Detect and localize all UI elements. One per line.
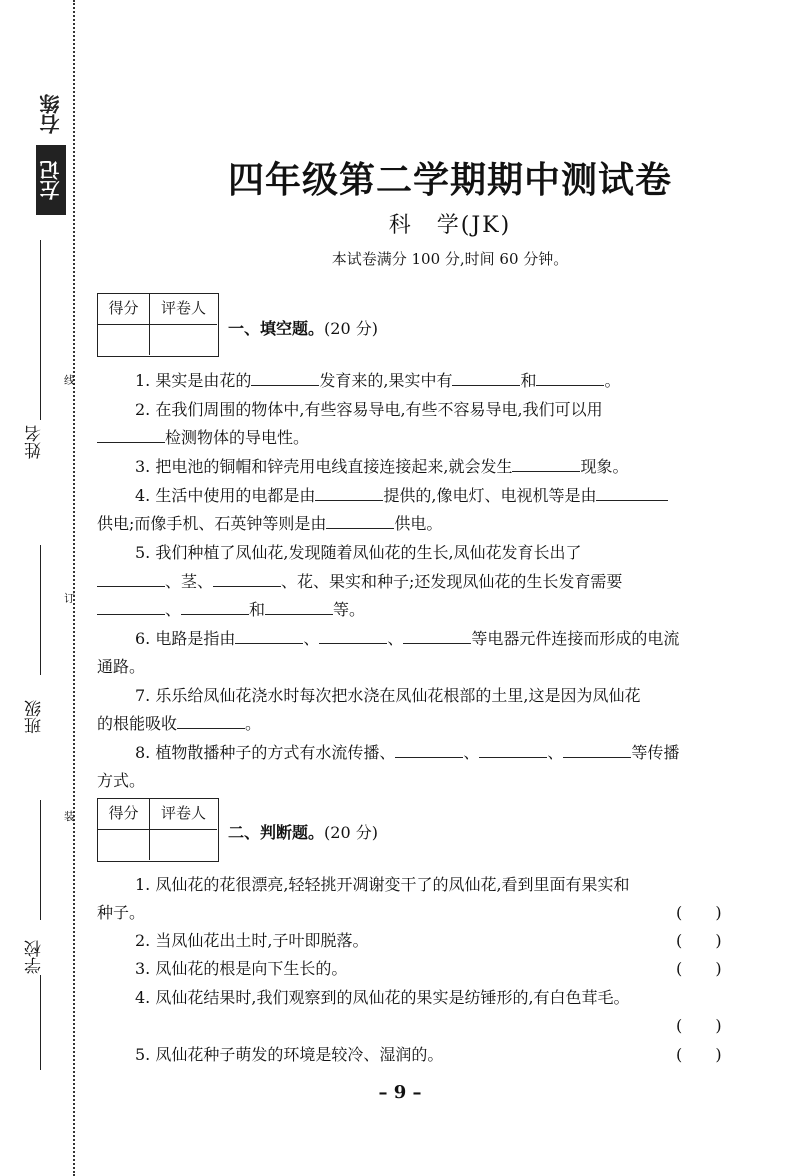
q8-line <box>135 739 775 767</box>
school-line-lower <box>40 975 41 1070</box>
name-line <box>40 240 41 420</box>
q4-line <box>135 482 775 510</box>
q7-text-a: 7. 乐乐给凤仙花浇水时每次把水浇在凤仙花根部的土里,这是因为凤仙花 <box>135 686 641 705</box>
q1-text-d: 。 <box>604 371 621 390</box>
blank[interactable] <box>97 424 165 443</box>
exam-note: 本试卷满分 100 分,时间 60 分钟。 <box>331 250 569 268</box>
q4-text-c: 供电;而像手机、石英钟等则是由 <box>97 514 327 533</box>
q3-text-b: 现象。 <box>580 457 629 476</box>
answer-paren[interactable]: ( ) <box>676 959 722 978</box>
blank[interactable] <box>251 367 319 386</box>
q2-line-cont <box>97 424 737 452</box>
blank[interactable] <box>403 625 471 644</box>
score-table-1 <box>97 293 219 357</box>
q3-text-a: 3. 把电池的铜帽和锌壳用电线直接连接起来,就会发生 <box>135 457 513 476</box>
q6-text-d: 等电器元件连接而形成的电流 <box>471 629 680 648</box>
grader-cell[interactable] <box>150 830 217 860</box>
q7-line <box>135 682 775 710</box>
q5-line <box>135 539 775 567</box>
answer-paren[interactable]: ( ) <box>676 903 722 922</box>
binding-word-line: 线 <box>64 374 75 387</box>
blank[interactable] <box>596 482 668 501</box>
q5-text-a: 5. 我们种植了凤仙花,发现随着凤仙花的生长,凤仙花发育长出了 <box>135 543 582 562</box>
section-1-title: 一、填空题。 <box>228 319 325 338</box>
blank[interactable] <box>213 568 281 587</box>
class-label: 班级 <box>25 700 45 734</box>
q5-line-cont <box>97 568 737 596</box>
q8-text-c: 、 <box>547 743 564 762</box>
blank[interactable] <box>326 510 394 529</box>
section-1-heading <box>228 316 378 339</box>
q1-text-b: 发育来的,果实中有 <box>319 371 453 390</box>
section-2-points: (20 分) <box>324 823 378 842</box>
q6-line-cont <box>97 653 737 681</box>
grader-header: 评卷人 <box>150 799 217 830</box>
blank[interactable] <box>315 482 383 501</box>
class-line <box>40 545 41 675</box>
q8-text-d: 等传播 <box>631 743 680 762</box>
score-table-2 <box>97 798 219 862</box>
blank[interactable] <box>181 596 249 615</box>
subject-title: 科 学(JK) <box>388 213 512 238</box>
blank[interactable] <box>97 596 165 615</box>
j1-line-cont: 种子。 <box>97 903 146 922</box>
grader-cell[interactable] <box>150 325 217 355</box>
q8-line-cont <box>97 767 737 795</box>
blank[interactable] <box>395 739 463 758</box>
q6-line <box>135 625 775 653</box>
q5-text-f: 等。 <box>333 600 366 619</box>
q1-text-a: 1. 果实是由花的 <box>135 371 252 390</box>
q5-text-c: 、花、果实和种子;还发现凤仙花的生长发育需要 <box>281 572 623 591</box>
blank[interactable] <box>512 453 580 472</box>
q5-text-e: 和 <box>249 600 266 619</box>
grader-header: 评卷人 <box>150 294 217 325</box>
blank[interactable] <box>97 568 165 587</box>
section-2-heading <box>228 820 378 843</box>
q3-line <box>135 453 775 481</box>
q6-text-c: 、 <box>387 629 404 648</box>
q8-text-b: 、 <box>463 743 480 762</box>
q7-line-cont <box>97 710 737 738</box>
q1-text-c: 和 <box>520 371 537 390</box>
q7-text-b: 的根能吸收 <box>97 714 178 733</box>
blank[interactable] <box>235 625 303 644</box>
answer-paren[interactable]: ( ) <box>676 1016 722 1035</box>
q1-line <box>135 367 775 395</box>
q7-text-c: 。 <box>245 714 262 733</box>
q2-text-a: 2. 在我们周围的物体中,有些容易导电,有些不容易导电,我们可以用 <box>135 400 603 419</box>
school-line <box>40 800 41 920</box>
q5-text-d: 、 <box>165 600 182 619</box>
blank[interactable] <box>265 596 333 615</box>
score-cell[interactable] <box>98 830 150 860</box>
answer-paren[interactable]: ( ) <box>676 1045 722 1064</box>
score-cell[interactable] <box>98 325 150 355</box>
q4-line-cont <box>97 510 737 538</box>
j4-line: 4. 凤仙花结果时,我们观察到的凤仙花的果实是纺锤形的,有白色茸毛。 <box>135 988 630 1007</box>
j5-line: 5. 凤仙花种子萌发的环境是较冷、湿润的。 <box>135 1045 444 1064</box>
q8-text-a: 8. 植物散播种子的方式有水流传播、 <box>135 743 396 762</box>
blank[interactable] <box>319 625 387 644</box>
q4-text-a: 4. 生活中使用的电都是由 <box>135 486 316 505</box>
j1-line: 1. 凤仙花的花很漂亮,轻轻挑开凋谢变干了的凤仙花,看到里面有果实和 <box>135 875 630 894</box>
blank[interactable] <box>563 739 631 758</box>
brand-top-text: 右练 <box>39 94 63 134</box>
q5-line-cont2 <box>97 596 737 624</box>
page-title: 四年级第二学期期中测试卷 <box>227 159 672 201</box>
q2-text-b: 检测物体的导电性。 <box>165 428 310 447</box>
q6-text-b: 、 <box>303 629 320 648</box>
blank[interactable] <box>177 710 245 729</box>
q6-text-a: 6. 电路是指由 <box>135 629 236 648</box>
q2-line <box>135 396 775 424</box>
score-header: 得分 <box>98 799 150 830</box>
blank[interactable] <box>479 739 547 758</box>
q5-text-b: 、茎、 <box>165 572 214 591</box>
q4-text-d: 供电。 <box>394 514 443 533</box>
name-label: 姓名 <box>25 425 45 459</box>
q6-text-e: 通路。 <box>97 657 146 676</box>
binding-word-order: 订 <box>64 592 75 605</box>
blank[interactable] <box>452 367 520 386</box>
brand-box-text: 左记 <box>36 145 66 215</box>
q8-text-e: 方式。 <box>97 771 146 790</box>
j2-line: 2. 当凤仙花出土时,子叶即脱落。 <box>135 931 369 950</box>
section-2-title: 二、判断题。 <box>228 823 325 842</box>
q4-text-b: 提供的,像电灯、电视机等是由 <box>383 486 597 505</box>
school-label: 学校 <box>25 940 45 974</box>
answer-paren[interactable]: ( ) <box>676 931 722 950</box>
page-number: – 9 – <box>378 1082 422 1103</box>
blank[interactable] <box>536 367 604 386</box>
binding-word-bind: 装 <box>64 810 75 823</box>
brand-logo <box>36 85 76 215</box>
section-1-points: (20 分) <box>324 319 378 338</box>
j3-line: 3. 凤仙花的根是向下生长的。 <box>135 959 348 978</box>
score-header: 得分 <box>98 294 150 325</box>
